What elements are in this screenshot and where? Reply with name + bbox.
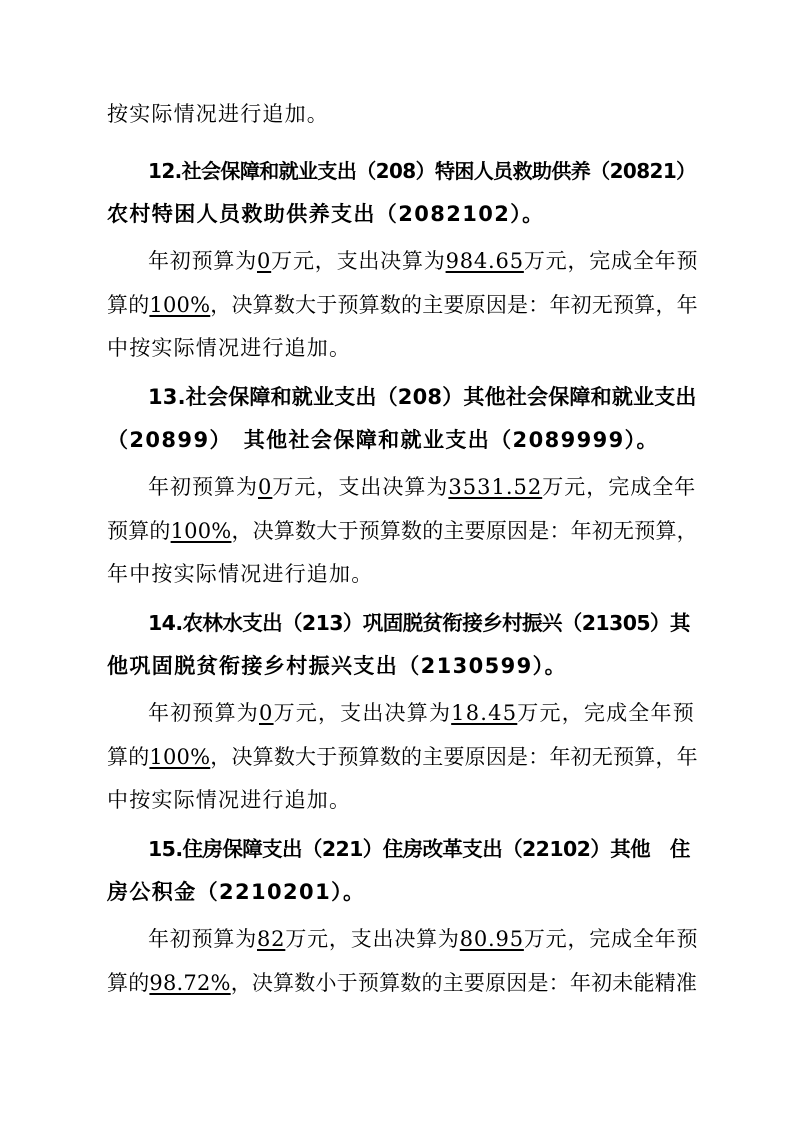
section-heading-15-line2: 房公积金（2210201）。 (107, 880, 366, 904)
section-heading-15-line1: 15.住房保障支出（221）住房改革支出（22102）其他 住 (148, 837, 690, 861)
section-15-paragraph-line1 (148, 925, 698, 953)
unit-text: 万元，完成全年 (542, 475, 697, 499)
section-13-paragraph-line3: 年中按实际情况进行追加。 (107, 562, 374, 586)
section-heading-14-line1: 14.农林水支出（213）巩固脱贫衔接乡村振兴（21305）其 (148, 611, 690, 635)
reason-text: ，决算数小于预算数的主要原因是：年初未能精准 (230, 971, 698, 995)
line-prefix: 算的 (107, 745, 150, 769)
section-13-paragraph-line1 (148, 473, 696, 501)
initial-budget-prefix: 年初预算为 (148, 249, 257, 273)
completion-rate: 100% (149, 293, 211, 317)
completion-rate: 100% (170, 519, 232, 543)
unit-text: 万元，完成全年预 (523, 249, 699, 273)
unit-text: 万元，支出决算为 (272, 475, 449, 499)
final-amount-value: 984.65 (445, 249, 524, 273)
section-heading-12-line2: 农村特困人员救助供养支出（2082102）。 (107, 202, 545, 226)
initial-budget-prefix: 年初预算为 (148, 701, 259, 725)
initial-budget-value: 0 (259, 701, 274, 725)
initial-budget-prefix: 年初预算为 (148, 475, 258, 499)
section-heading-13-line2: （20899） 其他社会保障和就业支出（2089999）。 (107, 428, 659, 452)
section-heading-13-line1: 13.社会保障和就业支出（208）其他社会保障和就业支出 (148, 385, 697, 409)
section-14-paragraph-line1 (148, 699, 695, 727)
intro-line: 按实际情况进行追加。 (107, 102, 329, 126)
section-14-paragraph-line2 (107, 743, 698, 771)
section-heading-14-line2: 他巩固脱贫衔接乡村振兴支出（2130599）。 (107, 654, 567, 678)
initial-budget-prefix: 年初预算为 (148, 927, 257, 951)
section-12-paragraph-line1 (148, 247, 698, 275)
unit-text: 万元，支出决算为 (271, 249, 446, 273)
unit-text: 万元，完成全年预 (523, 927, 699, 951)
section-heading-12-line1: 12.社会保障和就业支出（208）特困人员救助供养（20821） (148, 159, 696, 183)
initial-budget-value: 0 (257, 249, 272, 273)
section-13-paragraph-line2 (107, 517, 698, 545)
line-prefix: 预算的 (107, 519, 171, 543)
section-14-paragraph-line3: 中按实际情况进行追加。 (107, 788, 352, 812)
section-12-paragraph-line3: 中按实际情况进行追加。 (107, 336, 352, 360)
final-amount-value: 3531.52 (448, 475, 543, 499)
reason-text: ，决算数大于预算数的主要原因是：年初无预算，年 (210, 293, 698, 317)
reason-text: ，决算数大于预算数的主要原因是：年初无预算，年 (210, 745, 698, 769)
unit-text: 万元，支出决算为 (273, 701, 452, 725)
line-prefix: 算的 (107, 971, 150, 995)
initial-budget-value: 0 (258, 475, 273, 499)
unit-text: 万元，完成全年预 (517, 701, 695, 725)
final-amount-value: 80.95 (459, 927, 524, 951)
reason-text: ，决算数大于预算数的主要原因是：年初无预算， (231, 519, 698, 543)
completion-rate: 98.72% (149, 971, 231, 995)
initial-budget-value: 82 (257, 927, 286, 951)
section-15-paragraph-line2 (107, 969, 697, 997)
line-prefix: 算的 (107, 293, 150, 317)
completion-rate: 100% (149, 745, 211, 769)
unit-text: 万元，支出决算为 (285, 927, 460, 951)
section-12-paragraph-line2 (107, 291, 698, 319)
final-amount-value: 18.45 (451, 701, 518, 725)
